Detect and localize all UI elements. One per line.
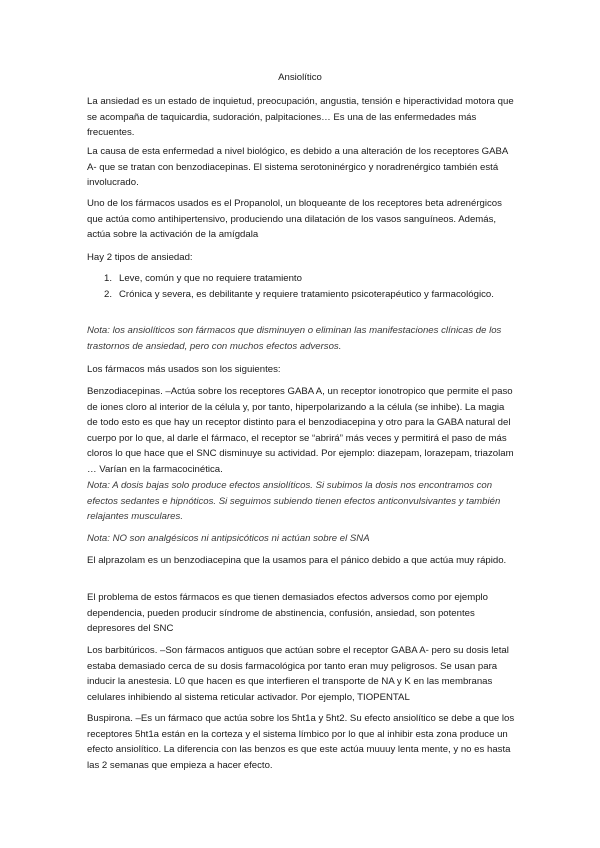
heading-text: Los fármacos más usados son los siguientes: — [87, 364, 281, 375]
paragraph-text: Buspirona. –Es un fármaco que actúa sobre los 5ht1a y 5ht2. Su efecto ansiolítico se debe a que los receptores 5ht1a están en la corteza y el sistema límbico por lo que al inhibir esta zona produce un efecto ansiolítico. La diferencia con las benzos es que este actúa muuuy lenta mente, y no es hasta las 2 semanas que empieza a hacer efecto. — [87, 713, 515, 771]
paragraph-text: Uno de los fármacos usados es el Propanolol, un bloqueante de los receptores beta adrenérgicos que actúa como antihipertensivo, produciendo una dilatación de los vasos sanguíneos. Además, actúa sobre la activación de la amígdala — [87, 198, 502, 241]
paragraph-text: El problema de estos fármacos es que tienen demasiados efectos adversos como por ejemplo dependencia, pueden producir síndrome de abstinencia, confusión, ansiedad, son potentes depresores del SNC — [87, 592, 489, 635]
paragraph-text: La causa de esta enfermedad a nivel biológico, es debido a una alteración de los receptores GABA A- que se tratan con benzodiacepinas. El sistema serotoninérgico y noradrenérgico también está involucrado. — [87, 146, 508, 189]
list-number: 2. — [104, 288, 113, 300]
types-heading — [87, 250, 517, 266]
note-text: Nota: A dosis bajas solo produce efectos ansiolíticos. Si subimos la dosis nos encontramos con efectos sedantes e hipnóticos. Si seguimos subiendo tienen efectos anticonvulsivantes y también relajantes musculares. — [87, 480, 501, 523]
list-item-text: Crónica y severa, es debilitante y requiere tratamiento psicoterapéutico y farmacológico. — [119, 288, 494, 300]
list-item — [87, 287, 517, 303]
heading-text: Hay 2 tipos de ansiedad: — [87, 252, 193, 263]
list-item-text: Leve, común y que no requiere tratamiento — [119, 273, 302, 284]
drugs-heading — [87, 362, 517, 378]
note-doses — [87, 478, 517, 525]
paragraph-text: Benzodiacepinas. –Actúa sobre los receptores GABA A, un receptor ionotropico que permite el paso de iones cloro al interior de la célula y, por tanto, hiperpolarizando a la célula (se inhibe). La magia de todo esto es que hay un receptor distinto para el benzodiacepina y otro para la GABA natural del cuerpo por lo que, al darle el fármaco, el receptor se “abrirá” más veces y permitirá el paso de más cloros lo que hace que el SNC disminuye su actividad. Por ejemplo: diazepam, lorazepam, triazolam … Varían en la farmacocinética. — [87, 386, 514, 475]
paragraph-biological-cause — [87, 144, 517, 191]
note-text: Nota: los ansiolíticos son fármacos que disminuyen o eliminan las manifestaciones clínicas de los trastornos de ansiedad, pero con muchos efectos adversos. — [87, 325, 502, 352]
paragraph-anxiety-definition — [87, 94, 517, 141]
paragraph-barbiturates — [87, 643, 517, 705]
paragraph-text: La ansiedad es un estado de inquietud, preocupación, angustia, tensión e hiperactividad motora que se acompaña de taquicardia, sudoración, palpitaciones… Es una de las enfermedades más frecuentes. — [87, 96, 514, 139]
anxiety-types-list — [87, 271, 517, 302]
paragraph-buspirone — [87, 711, 517, 773]
note-not-analgesics — [87, 531, 517, 547]
page-title: Ansiolítico — [278, 72, 322, 83]
paragraph-alprazolam — [87, 553, 517, 569]
note-text: Nota: NO son analgésicos ni antipsicóticos ni actúan sobre el SNA — [87, 533, 370, 544]
paragraph-text: El alprazolam es un benzodiacepina que la usamos para el pánico debido a que actúa muy rápido. — [87, 555, 507, 566]
list-item — [87, 271, 517, 287]
paragraph-adverse-effects — [87, 590, 517, 637]
paragraph-text: Los barbitúricos. –Son fármacos antiguos que actúan sobre el receptor GABA A- pero su dosis letal estaba demasiado cerca de su dosis farmacológica por tanto eran muy peligrosos. Se usan para inducir la anestesia. L0 que hacen es que interfieren el transporte de NA y K en las membranas celulares inhibiendo al sistema reticular activador. Por ejemplo, TIOPENTAL — [87, 645, 509, 703]
list-number: 1. — [104, 273, 113, 284]
paragraph-benzodiazepines — [87, 384, 517, 478]
note-anxiolytics — [87, 323, 517, 354]
paragraph-propanolol — [87, 196, 517, 243]
